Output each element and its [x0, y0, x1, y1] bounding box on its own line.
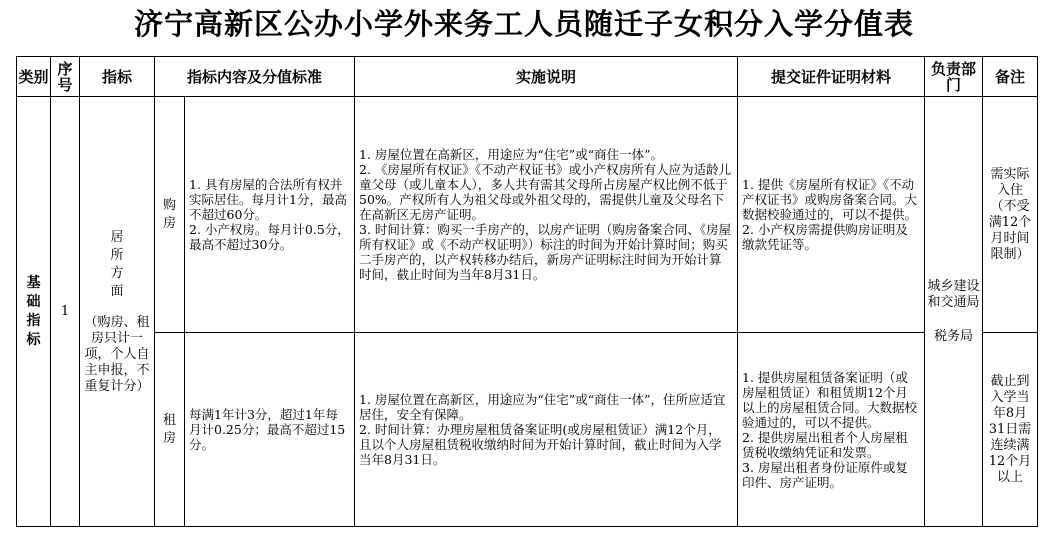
rent-content-item: 每满1年计3分，超过1年每月计0.25分；最高不超过15分。 [189, 407, 346, 452]
rent-materials-cell [738, 333, 925, 527]
purchase-label: 购房 [162, 197, 176, 231]
header-category: 类别 [17, 57, 51, 97]
purchase-materials-cell [738, 97, 925, 333]
rent-explanation-item: 2. 时间计算：办理房屋租赁备案证明(或房屋租赁证）满12个月，且以个人房屋租赁税收缴纳时间为开始计算时间，截止时间为入学当年8月31日。 [359, 422, 722, 467]
table-row-rent [17, 333, 1038, 527]
indicator-cell [80, 97, 155, 527]
purchase-content-cell [185, 97, 355, 333]
indicator-name: 居所方面 [110, 229, 124, 299]
header-materials: 提交证件证明材料 [738, 57, 925, 97]
header-number: 序号 [51, 57, 80, 97]
purchase-explanation-item: 1. 房屋位置在高新区，用途应为“住宅”或“商住一体”。 [359, 147, 663, 162]
rent-content-cell [185, 333, 355, 527]
number-cell: 1 [51, 97, 80, 527]
purchase-remarks-cell: 需实际入住（不受满12个月时间限制） [983, 97, 1038, 333]
department-primary: 城乡建设和交通局 [927, 278, 980, 310]
rent-materials-item: 2. 提供房屋出租者个人房屋租赁税收缴纳凭证和发票。 [742, 429, 908, 460]
header-department: 负责部门 [925, 57, 983, 97]
header-remarks: 备注 [983, 57, 1038, 97]
rent-label: 租房 [162, 412, 176, 446]
purchase-explanation-item: 3. 时间计算：购买一手房产的，以房产证明（购房备案合同、《房屋所有权证》或《不动产权证明》）标注的时间为开始计算时间；购买二手房产的，以产权转移办结后，新房产证明标注时间为开始计算时间，截止时间为当年8月31日。 [359, 222, 732, 282]
purchase-label-cell [155, 97, 185, 333]
indicator-note: （购房、租房只计一项，个人自主申报，不重复计分） [84, 314, 150, 394]
department-cell [925, 97, 983, 527]
rent-remarks-cell: 截止到入学当年8月31日需连续满12个月以上 [983, 333, 1038, 527]
header-indicator: 指标 [80, 57, 155, 97]
points-table [16, 56, 1038, 527]
department-secondary: 税务局 [934, 328, 974, 344]
purchase-content-item: 2. 小产权房。每月计0.5分，最高不超过30分。 [189, 222, 350, 252]
purchase-content-item: 1. 具有房屋的合法所有权并实际居住。每月计1分，最高不超过60分。 [189, 177, 347, 222]
rent-explanation-cell [355, 333, 738, 527]
rent-materials-item: 3. 房屋出租者身份证原件或复印件、房产证明。 [742, 459, 908, 490]
page-title: 济宁高新区公办小学外来务工人员随迁子女积分入学分值表 [133, 7, 914, 41]
header-row [17, 57, 1038, 97]
purchase-materials-item: 1. 提供《房屋所有权证》《不动产权证书》或购房备案合同。大数据校验通过的，可以不提供。 [742, 177, 918, 222]
rent-materials-item: 1. 提供房屋租赁备案证明（或房屋租赁证）和租赁期12个月以上的房屋租赁合同。大数据校验通过的，可以不提供。 [742, 369, 918, 430]
purchase-materials-item: 2. 小产权房需提供购房证明及缴款凭证等。 [742, 222, 908, 252]
purchase-explanation-item: 2. 《房屋所有权证》《不动产权证书》或小产权房所有人应为适龄儿童父母（或儿童本人），多人共有需其父母所占房屋产权比例不低于50%。产权所有人为祖父母或外祖父母的，需提供儿童及父母名下在高新区无房产证明。 [359, 162, 732, 222]
purchase-explanation-cell [355, 97, 738, 333]
category-text: 基础指标 [26, 274, 41, 348]
rent-explanation-item: 1. 房屋位置在高新区，用途应为“住宅”或“商住一体”，住所应适宜居住，安全有保障。 [359, 392, 726, 422]
header-explanation: 实施说明 [355, 57, 738, 97]
table-row-purchase [17, 97, 1038, 333]
header-content: 指标内容及分值标准 [155, 57, 355, 97]
rent-label-cell [155, 333, 185, 527]
category-cell [17, 97, 51, 527]
